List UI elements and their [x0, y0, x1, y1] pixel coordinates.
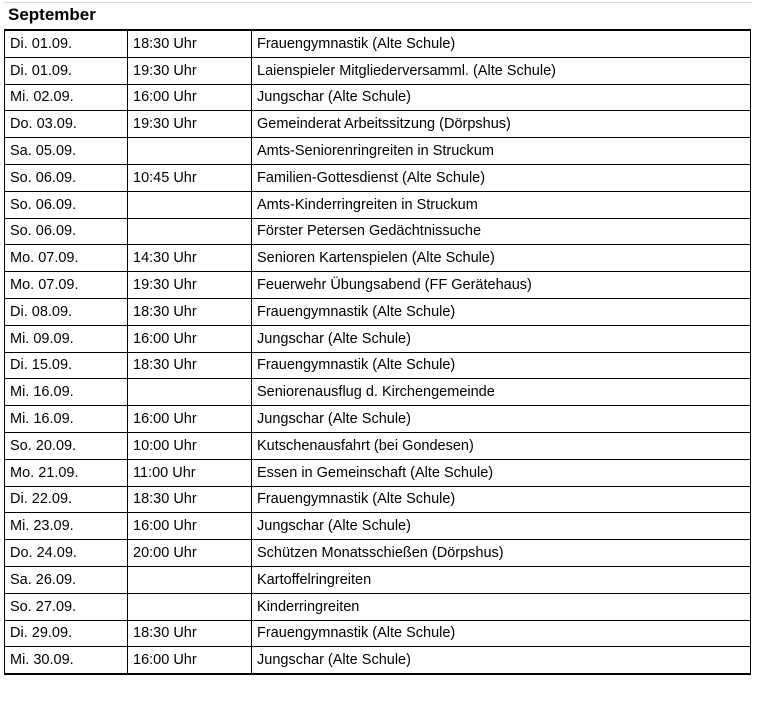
- table-row: [5, 593, 751, 620]
- table-row: [5, 84, 751, 111]
- table-row: [5, 647, 751, 674]
- date-cell: Di. 01.09.: [5, 30, 128, 57]
- event-cell: Seniorenausflug d. Kirchengemeinde: [252, 379, 751, 406]
- date-cell: So. 06.09.: [5, 191, 128, 218]
- date-cell: Di. 15.09.: [5, 352, 128, 379]
- time-cell: 18:30 Uhr: [128, 30, 252, 57]
- time-cell: 16:00 Uhr: [128, 406, 252, 433]
- event-cell: Laienspieler Mitgliederversamml. (Alte Schule): [252, 57, 751, 84]
- date-cell: Sa. 26.09.: [5, 566, 128, 593]
- event-cell: Senioren Kartenspielen (Alte Schule): [252, 245, 751, 272]
- table-row: [5, 459, 751, 486]
- event-cell: Amts-Kinderringreiten in Struckum: [252, 191, 751, 218]
- date-cell: Di. 22.09.: [5, 486, 128, 513]
- table-row: [5, 620, 751, 647]
- schedule-body: [5, 30, 751, 674]
- event-cell: Jungschar (Alte Schule): [252, 647, 751, 674]
- table-row: [5, 111, 751, 138]
- time-cell: [128, 218, 252, 245]
- time-cell: 18:30 Uhr: [128, 486, 252, 513]
- table-row: [5, 138, 751, 165]
- date-cell: Mi. 16.09.: [5, 379, 128, 406]
- event-cell: Jungschar (Alte Schule): [252, 513, 751, 540]
- event-cell: Frauengymnastik (Alte Schule): [252, 620, 751, 647]
- table-row: [5, 513, 751, 540]
- table-row: [5, 566, 751, 593]
- date-cell: Sa. 05.09.: [5, 138, 128, 165]
- time-cell: 20:00 Uhr: [128, 540, 252, 567]
- date-cell: Mo. 21.09.: [5, 459, 128, 486]
- table-row: [5, 164, 751, 191]
- event-cell: Förster Petersen Gedächtnissuche: [252, 218, 751, 245]
- table-row: [5, 272, 751, 299]
- table-row: [5, 30, 751, 57]
- event-cell: Frauengymnastik (Alte Schule): [252, 298, 751, 325]
- date-cell: Mi. 23.09.: [5, 513, 128, 540]
- date-cell: Mi. 30.09.: [5, 647, 128, 674]
- event-cell: Frauengymnastik (Alte Schule): [252, 352, 751, 379]
- date-cell: Di. 29.09.: [5, 620, 128, 647]
- time-cell: 19:30 Uhr: [128, 272, 252, 299]
- table-row: [5, 379, 751, 406]
- time-cell: 18:30 Uhr: [128, 352, 252, 379]
- time-cell: 10:00 Uhr: [128, 432, 252, 459]
- date-cell: Di. 08.09.: [5, 298, 128, 325]
- event-cell: Frauengymnastik (Alte Schule): [252, 30, 751, 57]
- date-cell: So. 06.09.: [5, 164, 128, 191]
- event-cell: Familien-Gottesdienst (Alte Schule): [252, 164, 751, 191]
- date-cell: So. 20.09.: [5, 432, 128, 459]
- event-cell: Feuerwehr Übungsabend (FF Gerätehaus): [252, 272, 751, 299]
- sheet-gridline: [4, 2, 752, 3]
- time-cell: 11:00 Uhr: [128, 459, 252, 486]
- event-cell: Kinderringreiten: [252, 593, 751, 620]
- date-cell: So. 06.09.: [5, 218, 128, 245]
- time-cell: [128, 593, 252, 620]
- date-cell: Mo. 07.09.: [5, 245, 128, 272]
- table-row: [5, 325, 751, 352]
- date-cell: Mi. 16.09.: [5, 406, 128, 433]
- event-cell: Amts-Seniorenringreiten in Struckum: [252, 138, 751, 165]
- table-row: [5, 352, 751, 379]
- event-cell: Frauengymnastik (Alte Schule): [252, 486, 751, 513]
- table-row: [5, 432, 751, 459]
- date-cell: Di. 01.09.: [5, 57, 128, 84]
- time-cell: [128, 191, 252, 218]
- event-cell: Jungschar (Alte Schule): [252, 84, 751, 111]
- time-cell: 16:00 Uhr: [128, 325, 252, 352]
- time-cell: 18:30 Uhr: [128, 620, 252, 647]
- time-cell: 18:30 Uhr: [128, 298, 252, 325]
- event-cell: Schützen Monatsschießen (Dörpshus): [252, 540, 751, 567]
- month-title: September: [8, 5, 96, 24]
- table-row: [5, 57, 751, 84]
- time-cell: 19:30 Uhr: [128, 57, 252, 84]
- event-cell: Kartoffelringreiten: [252, 566, 751, 593]
- date-cell: Mi. 09.09.: [5, 325, 128, 352]
- date-cell: Do. 03.09.: [5, 111, 128, 138]
- event-cell: Jungschar (Alte Schule): [252, 406, 751, 433]
- time-cell: 14:30 Uhr: [128, 245, 252, 272]
- table-row: [5, 218, 751, 245]
- date-cell: Mo. 07.09.: [5, 272, 128, 299]
- event-cell: Jungschar (Alte Schule): [252, 325, 751, 352]
- time-cell: 16:00 Uhr: [128, 647, 252, 674]
- date-cell: So. 27.09.: [5, 593, 128, 620]
- time-cell: [128, 138, 252, 165]
- table-row: [5, 540, 751, 567]
- date-cell: Do. 24.09.: [5, 540, 128, 567]
- event-schedule-table: [4, 29, 751, 675]
- table-row: [5, 245, 751, 272]
- event-cell: Kutschenausfahrt (bei Gondesen): [252, 432, 751, 459]
- time-cell: 16:00 Uhr: [128, 84, 252, 111]
- event-cell: Essen in Gemeinschaft (Alte Schule): [252, 459, 751, 486]
- table-row: [5, 191, 751, 218]
- time-cell: [128, 566, 252, 593]
- event-cell: Gemeinderat Arbeitssitzung (Dörpshus): [252, 111, 751, 138]
- time-cell: 16:00 Uhr: [128, 513, 252, 540]
- table-row: [5, 406, 751, 433]
- time-cell: 10:45 Uhr: [128, 164, 252, 191]
- time-cell: 19:30 Uhr: [128, 111, 252, 138]
- time-cell: [128, 379, 252, 406]
- date-cell: Mi. 02.09.: [5, 84, 128, 111]
- table-row: [5, 486, 751, 513]
- table-row: [5, 298, 751, 325]
